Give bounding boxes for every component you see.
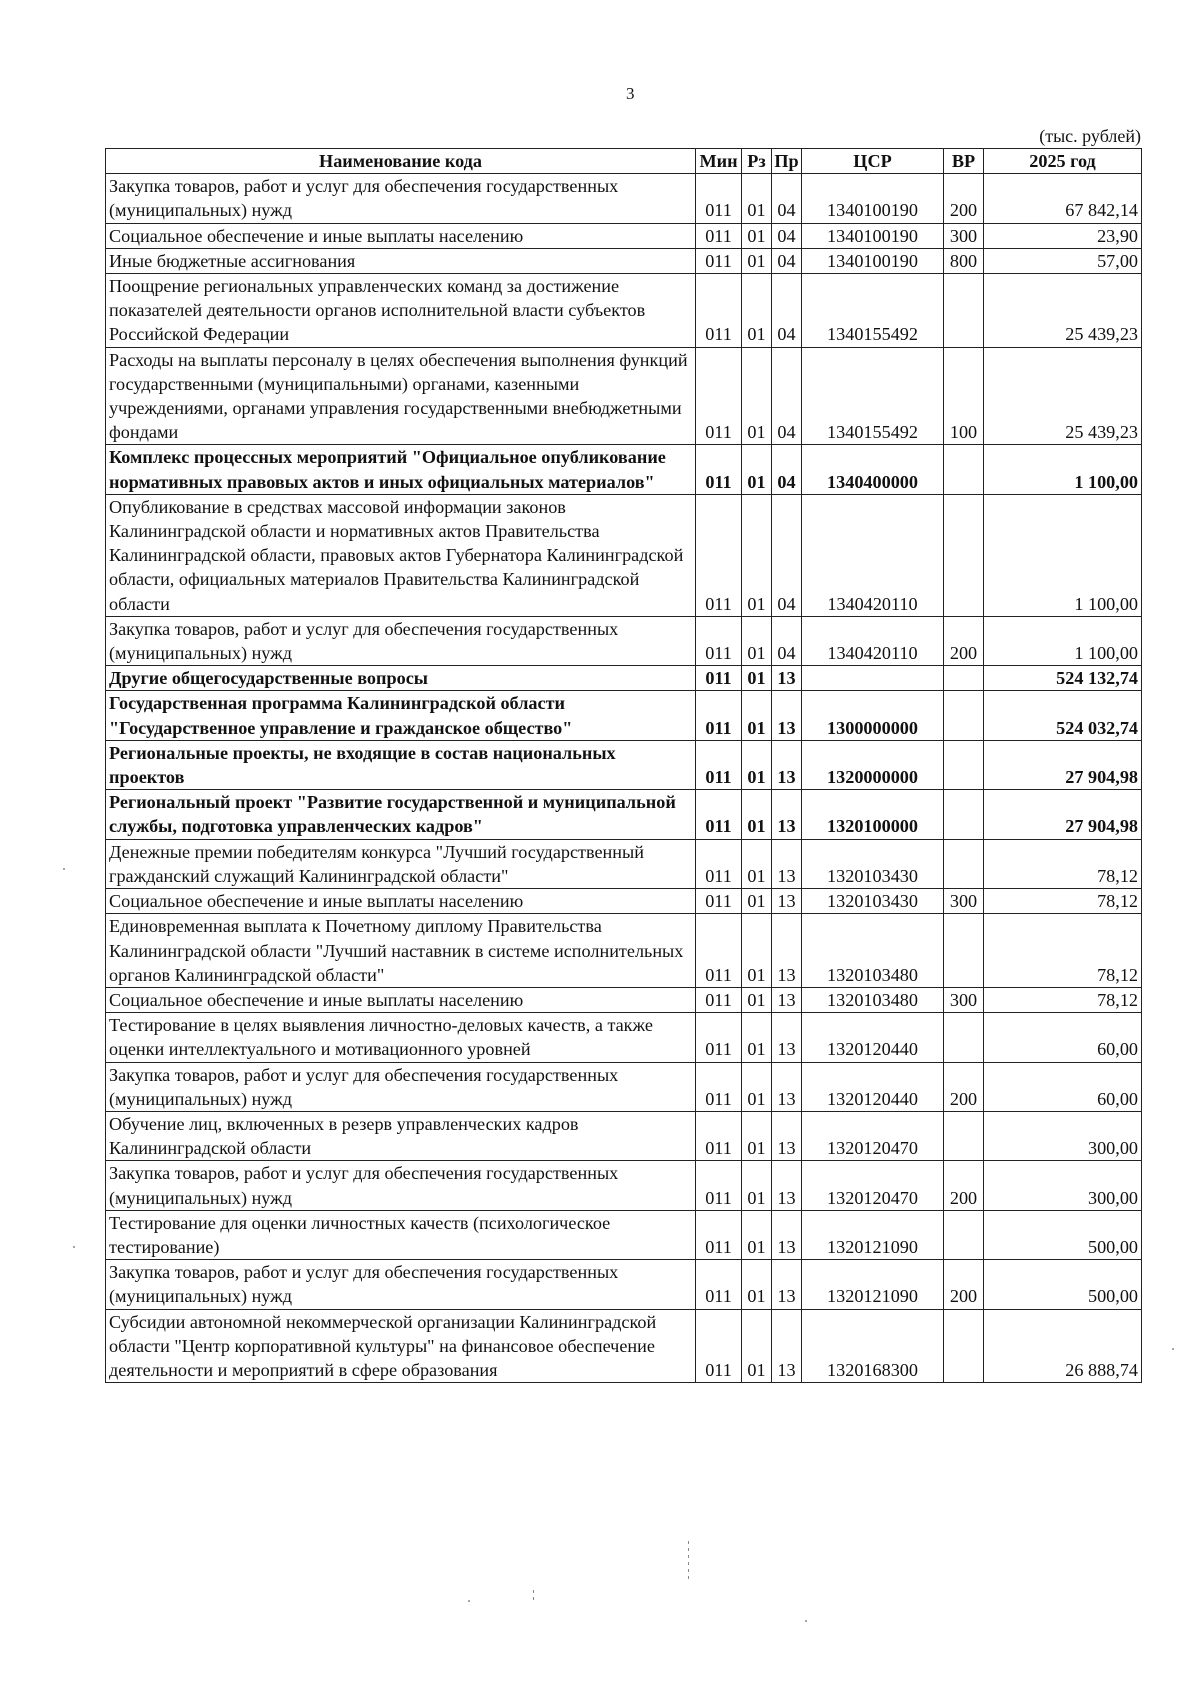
cell-amount: 23,90 xyxy=(984,223,1142,248)
cell-pr: 04 xyxy=(772,248,802,273)
cell-min: 011 xyxy=(696,1013,742,1062)
cell-rz: 01 xyxy=(742,790,772,839)
cell-vr xyxy=(944,740,984,789)
cell-min: 011 xyxy=(696,347,742,445)
header-min: Мин xyxy=(696,149,742,174)
cell-vr: 200 xyxy=(944,616,984,665)
cell-pr: 04 xyxy=(772,616,802,665)
header-pr: Пр xyxy=(772,149,802,174)
cell-vr xyxy=(944,1111,984,1160)
cell-csr: 1340420110 xyxy=(802,616,944,665)
scan-speck xyxy=(63,868,65,870)
cell-min: 011 xyxy=(696,691,742,740)
budget-table xyxy=(105,148,1142,1383)
cell-vr xyxy=(944,839,984,888)
cell-min: 011 xyxy=(696,1062,742,1111)
cell-vr xyxy=(944,445,984,494)
cell-min: 011 xyxy=(696,223,742,248)
cell-min: 011 xyxy=(696,790,742,839)
cell-amount: 25 439,23 xyxy=(984,274,1142,348)
cell-name: Региональный проект "Развитие государственной и муниципальной службы, подготовка управленческих кадров" xyxy=(106,790,696,839)
cell-vr: 200 xyxy=(944,1062,984,1111)
cell-pr: 04 xyxy=(772,347,802,445)
cell-vr xyxy=(944,1013,984,1062)
cell-rz: 01 xyxy=(742,1062,772,1111)
table-row xyxy=(106,1161,1142,1210)
cell-vr xyxy=(944,274,984,348)
cell-pr: 13 xyxy=(772,1161,802,1210)
cell-vr: 300 xyxy=(944,889,984,914)
table-row xyxy=(106,666,1142,691)
scan-speck xyxy=(805,1620,807,1622)
cell-min: 011 xyxy=(696,1111,742,1160)
cell-csr: 1320103480 xyxy=(802,987,944,1012)
cell-vr: 300 xyxy=(944,987,984,1012)
cell-vr: 300 xyxy=(944,223,984,248)
cell-csr: 1320121090 xyxy=(802,1210,944,1259)
header-name: Наименование кода xyxy=(106,149,696,174)
cell-rz: 01 xyxy=(742,223,772,248)
cell-rz: 01 xyxy=(742,616,772,665)
cell-csr xyxy=(802,666,944,691)
table-row xyxy=(106,740,1142,789)
cell-amount: 300,00 xyxy=(984,1161,1142,1210)
cell-csr: 1320121090 xyxy=(802,1260,944,1309)
cell-csr: 1320168300 xyxy=(802,1309,944,1383)
cell-name: Другие общегосударственные вопросы xyxy=(106,666,696,691)
cell-rz: 01 xyxy=(742,666,772,691)
cell-name: Закупка товаров, работ и услуг для обеспечения государственных (муниципальных) нужд xyxy=(106,616,696,665)
cell-csr: 1340155492 xyxy=(802,347,944,445)
table-row xyxy=(106,790,1142,839)
cell-rz: 01 xyxy=(742,1260,772,1309)
table-row xyxy=(106,1210,1142,1259)
cell-min: 011 xyxy=(696,248,742,273)
cell-vr: 100 xyxy=(944,347,984,445)
cell-csr: 1340100190 xyxy=(802,248,944,273)
cell-vr xyxy=(944,1309,984,1383)
cell-amount: 500,00 xyxy=(984,1210,1142,1259)
cell-rz: 01 xyxy=(742,248,772,273)
units-label: (тыс. рублей) xyxy=(1039,126,1141,146)
scan-speck xyxy=(1172,1348,1174,1350)
cell-csr: 1320120440 xyxy=(802,1013,944,1062)
cell-vr: 200 xyxy=(944,174,984,223)
header-year: 2025 год xyxy=(984,149,1142,174)
cell-amount: 60,00 xyxy=(984,1013,1142,1062)
cell-rz: 01 xyxy=(742,445,772,494)
table-row xyxy=(106,223,1142,248)
cell-name: Социальное обеспечение и иные выплаты населению xyxy=(106,987,696,1012)
cell-rz: 01 xyxy=(742,1309,772,1383)
table-row xyxy=(106,1260,1142,1309)
table-row xyxy=(106,987,1142,1012)
cell-name: Иные бюджетные ассигнования xyxy=(106,248,696,273)
cell-rz: 01 xyxy=(742,691,772,740)
cell-csr: 1340155492 xyxy=(802,274,944,348)
cell-name: Денежные премии победителям конкурса "Лучший государственный гражданский служащий Калининградской области" xyxy=(106,839,696,888)
table-row xyxy=(106,691,1142,740)
cell-min: 011 xyxy=(696,174,742,223)
cell-min: 011 xyxy=(696,494,742,616)
cell-rz: 01 xyxy=(742,1013,772,1062)
cell-name: Расходы на выплаты персоналу в целях обеспечения выполнения функций государственными (муниципальными) органами, казенными учреждениями, органами управления государственными внебюджетными фондами xyxy=(106,347,696,445)
cell-name: Социальное обеспечение и иные выплаты населению xyxy=(106,223,696,248)
cell-amount: 27 904,98 xyxy=(984,790,1142,839)
header-vr: ВР xyxy=(944,149,984,174)
cell-name: Обучение лиц, включенных в резерв управленческих кадров Калининградской области xyxy=(106,1111,696,1160)
cell-amount: 500,00 xyxy=(984,1260,1142,1309)
table-body xyxy=(106,174,1142,1383)
cell-name: Субсидии автономной некоммерческой организации Калининградской области "Центр корпоративной культуры" на финансовое обеспечение деятельности и мероприятий в сфере образования xyxy=(106,1309,696,1383)
cell-rz: 01 xyxy=(742,1210,772,1259)
cell-amount: 78,12 xyxy=(984,889,1142,914)
cell-rz: 01 xyxy=(742,494,772,616)
cell-name: Единовременная выплата к Почетному диплому Правительства Калининградской области "Лучший наставник в системе исполнительных органов Калининградской области" xyxy=(106,914,696,988)
cell-name: Государственная программа Калининградской области "Государственное управление и гражданское общество" xyxy=(106,691,696,740)
cell-pr: 13 xyxy=(772,1111,802,1160)
cell-csr: 1340400000 xyxy=(802,445,944,494)
table-row xyxy=(106,889,1142,914)
table-row xyxy=(106,1309,1142,1383)
cell-name: Поощрение региональных управленческих команд за достижение показателей деятельности органов исполнительной власти субъектов Российской Федерации xyxy=(106,274,696,348)
cell-pr: 13 xyxy=(772,987,802,1012)
cell-amount: 60,00 xyxy=(984,1062,1142,1111)
cell-vr: 200 xyxy=(944,1161,984,1210)
cell-pr: 13 xyxy=(772,691,802,740)
cell-csr: 1320103480 xyxy=(802,914,944,988)
cell-vr: 800 xyxy=(944,248,984,273)
cell-min: 011 xyxy=(696,1309,742,1383)
cell-min: 011 xyxy=(696,1210,742,1259)
cell-pr: 13 xyxy=(772,1260,802,1309)
cell-amount: 78,12 xyxy=(984,839,1142,888)
cell-csr: 1340420110 xyxy=(802,494,944,616)
cell-pr: 04 xyxy=(772,274,802,348)
cell-pr: 13 xyxy=(772,914,802,988)
cell-min: 011 xyxy=(696,889,742,914)
table-row xyxy=(106,248,1142,273)
cell-rz: 01 xyxy=(742,914,772,988)
cell-csr: 1320100000 xyxy=(802,790,944,839)
cell-min: 011 xyxy=(696,839,742,888)
table-row xyxy=(106,914,1142,988)
table-header-row xyxy=(106,149,1142,174)
cell-amount: 67 842,14 xyxy=(984,174,1142,223)
cell-amount: 57,00 xyxy=(984,248,1142,273)
table-row xyxy=(106,1111,1142,1160)
cell-amount: 78,12 xyxy=(984,914,1142,988)
cell-csr: 1300000000 xyxy=(802,691,944,740)
cell-csr: 1320103430 xyxy=(802,889,944,914)
cell-csr: 1320103430 xyxy=(802,839,944,888)
cell-csr: 1320120470 xyxy=(802,1161,944,1210)
cell-amount: 26 888,74 xyxy=(984,1309,1142,1383)
cell-min: 011 xyxy=(696,616,742,665)
cell-rz: 01 xyxy=(742,274,772,348)
cell-name: Тестирование для оценки личностных качеств (психологическое тестирование) xyxy=(106,1210,696,1259)
cell-pr: 13 xyxy=(772,1309,802,1383)
cell-amount: 78,12 xyxy=(984,987,1142,1012)
cell-vr xyxy=(944,790,984,839)
scan-artifact-line xyxy=(688,1541,689,1579)
cell-amount: 1 100,00 xyxy=(984,445,1142,494)
cell-amount: 1 100,00 xyxy=(984,494,1142,616)
cell-pr: 13 xyxy=(772,790,802,839)
cell-min: 011 xyxy=(696,274,742,348)
scan-artifact-line xyxy=(533,1590,534,1604)
cell-pr: 04 xyxy=(772,445,802,494)
cell-amount: 1 100,00 xyxy=(984,616,1142,665)
cell-vr xyxy=(944,666,984,691)
cell-pr: 04 xyxy=(772,174,802,223)
cell-vr: 200 xyxy=(944,1260,984,1309)
cell-rz: 01 xyxy=(742,889,772,914)
table-row xyxy=(106,274,1142,348)
table-row xyxy=(106,839,1142,888)
cell-pr: 13 xyxy=(772,1013,802,1062)
table-row xyxy=(106,1062,1142,1111)
cell-rz: 01 xyxy=(742,347,772,445)
cell-vr xyxy=(944,494,984,616)
cell-name: Региональные проекты, не входящие в состав национальных проектов xyxy=(106,740,696,789)
table-row xyxy=(106,1013,1142,1062)
cell-name: Комплекс процессных мероприятий "Официальное опубликование нормативных правовых актов и иных официальных материалов" xyxy=(106,445,696,494)
cell-rz: 01 xyxy=(742,987,772,1012)
table-row xyxy=(106,494,1142,616)
cell-min: 011 xyxy=(696,445,742,494)
cell-amount: 524 032,74 xyxy=(984,691,1142,740)
cell-pr: 13 xyxy=(772,889,802,914)
header-csr: ЦСР xyxy=(802,149,944,174)
cell-amount: 300,00 xyxy=(984,1111,1142,1160)
cell-min: 011 xyxy=(696,740,742,789)
cell-name: Закупка товаров, работ и услуг для обеспечения государственных (муниципальных) нужд xyxy=(106,174,696,223)
cell-min: 011 xyxy=(696,1260,742,1309)
cell-rz: 01 xyxy=(742,740,772,789)
cell-pr: 13 xyxy=(772,839,802,888)
cell-min: 011 xyxy=(696,1161,742,1210)
cell-csr: 1340100190 xyxy=(802,223,944,248)
table-row xyxy=(106,174,1142,223)
cell-pr: 04 xyxy=(772,494,802,616)
cell-name: Закупка товаров, работ и услуг для обеспечения государственных (муниципальных) нужд xyxy=(106,1260,696,1309)
scan-speck xyxy=(468,1600,470,1602)
cell-csr: 1320000000 xyxy=(802,740,944,789)
header-rz: Рз xyxy=(742,149,772,174)
cell-pr: 13 xyxy=(772,1210,802,1259)
cell-amount: 27 904,98 xyxy=(984,740,1142,789)
page-number: 3 xyxy=(626,84,635,103)
table-row xyxy=(106,347,1142,445)
cell-name: Тестирование в целях выявления личностно-деловых качеств, а также оценки интеллектуального и мотивационного уровней xyxy=(106,1013,696,1062)
table-row xyxy=(106,616,1142,665)
cell-vr xyxy=(944,914,984,988)
cell-min: 011 xyxy=(696,987,742,1012)
cell-name: Закупка товаров, работ и услуг для обеспечения государственных (муниципальных) нужд xyxy=(106,1062,696,1111)
cell-rz: 01 xyxy=(742,1111,772,1160)
cell-pr: 13 xyxy=(772,1062,802,1111)
cell-pr: 13 xyxy=(772,740,802,789)
cell-name: Социальное обеспечение и иные выплаты населению xyxy=(106,889,696,914)
table-row xyxy=(106,445,1142,494)
cell-pr: 04 xyxy=(772,223,802,248)
cell-rz: 01 xyxy=(742,839,772,888)
cell-amount: 524 132,74 xyxy=(984,666,1142,691)
cell-csr: 1320120440 xyxy=(802,1062,944,1111)
cell-name: Закупка товаров, работ и услуг для обеспечения государственных (муниципальных) нужд xyxy=(106,1161,696,1210)
cell-csr: 1320120470 xyxy=(802,1111,944,1160)
cell-amount: 25 439,23 xyxy=(984,347,1142,445)
cell-min: 011 xyxy=(696,914,742,988)
cell-name: Опубликование в средствах массовой информации законов Калининградской области и нормативных актов Правительства Калининградской области, правовых актов Губернатора Калининградской области, официальных материалов Правительства Калининградской области xyxy=(106,494,696,616)
cell-min: 011 xyxy=(696,666,742,691)
cell-rz: 01 xyxy=(742,174,772,223)
scan-speck xyxy=(73,1246,75,1248)
cell-vr xyxy=(944,1210,984,1259)
cell-vr xyxy=(944,691,984,740)
cell-rz: 01 xyxy=(742,1161,772,1210)
cell-pr: 13 xyxy=(772,666,802,691)
cell-csr: 1340100190 xyxy=(802,174,944,223)
